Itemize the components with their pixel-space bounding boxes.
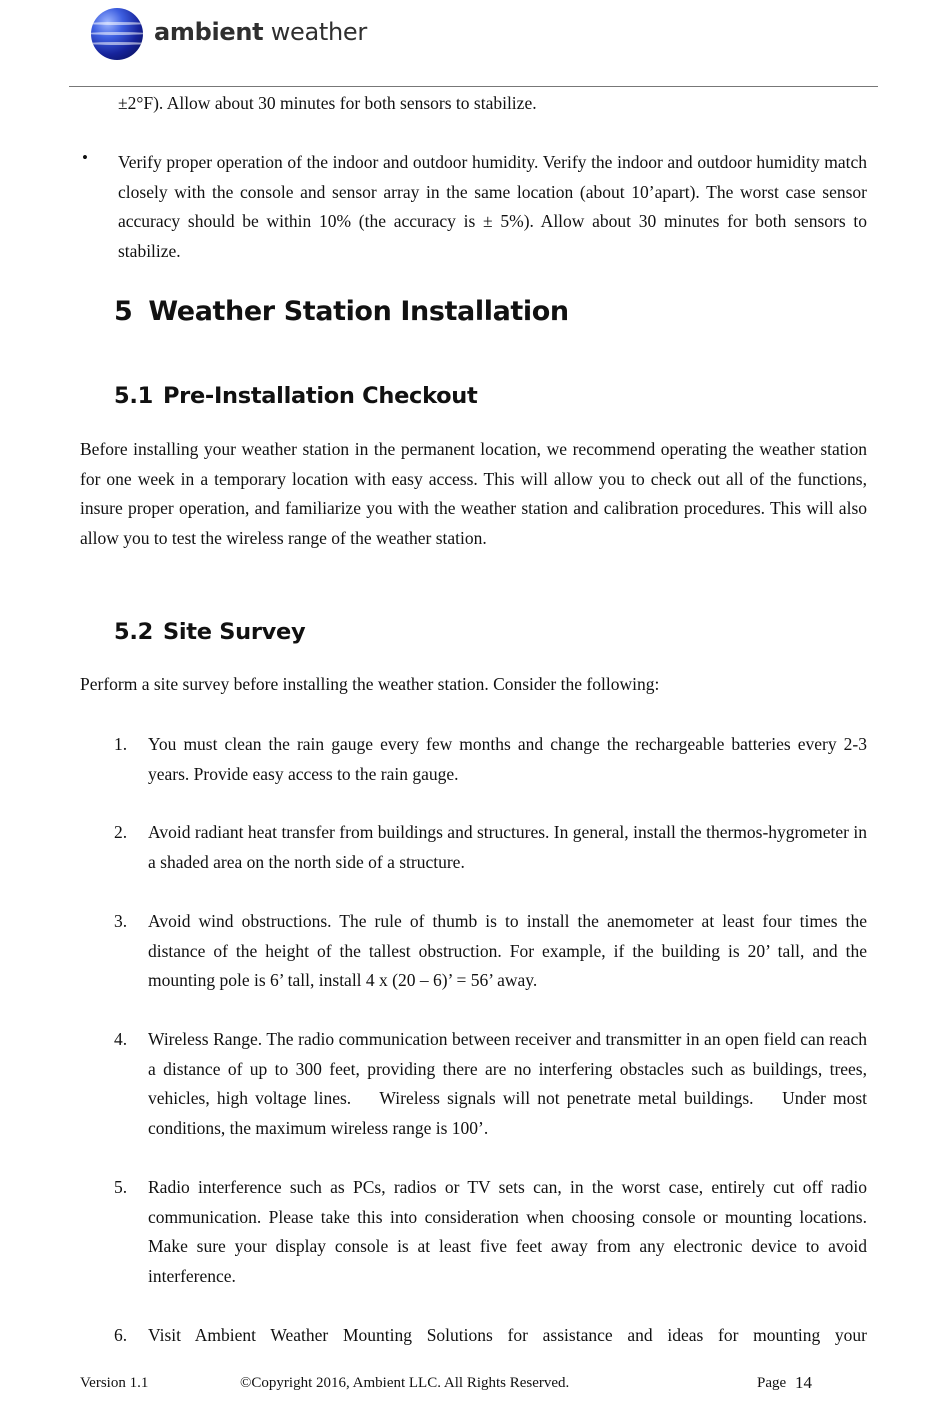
list-item-number: 3. <box>114 911 128 931</box>
subsection-heading-5-1 <box>114 383 477 409</box>
page-footer <box>0 1372 950 1396</box>
logo-wordmark <box>154 18 367 46</box>
bullet-marker: • <box>82 148 88 167</box>
list-item: Avoid wind obstructions. The rule of thumb is to install the anemometer at least four times the distance of the height of the tallest obstruction. For example, if the building is 20’ tall, and the mounting pole is 6’ tall, install 4 x (20 – 6)’ = 56’ away. <box>148 911 867 990</box>
list-item: Wireless Range. The radio communication between receiver and transmitter in an open field can reach a distance of up to 300 feet, providing there are no interfering obstacles such as buildings, trees, vehicles, high voltage lines. Wireless signals will not penetrate metal buildings. Under most conditions, the maximum wireless range is 100’. <box>148 1029 872 1138</box>
logo-light-text: weather <box>263 18 367 46</box>
footer-version: Version 1.1 <box>80 1375 149 1391</box>
page-header <box>0 0 950 90</box>
subsection-number: 5.1 <box>114 383 153 409</box>
list-item-number: 1. <box>114 734 128 754</box>
subsection-title: Pre-Installation Checkout <box>162 383 478 409</box>
subsection-number: 5.2 <box>114 619 153 645</box>
list-item: Avoid radiant heat transfer from buildings and structures. In general, install the thermos-hygrometer in a shaded area on the north side of a structure. <box>148 822 867 872</box>
section-number: 5 <box>114 296 133 327</box>
list-item: Visit Ambient Weather Mounting Solutions for assistance and ideas for mounting your <box>148 1325 867 1345</box>
humidity-bullet-paragraph: Verify proper operation of the indoor and outdoor humidity. Verify the indoor and outdoor humidity match closely with the console and sensor array in the same location (about 10’apart). The worst case sensor accuracy should be within 10% (the accuracy is ± 5%). Allow about 30 minutes for both sensors to stabilize. <box>118 152 867 261</box>
site-survey-intro: Perform a site survey before installing the weather station. Consider the following: <box>80 674 660 694</box>
list-item-number: 6. <box>114 1325 128 1345</box>
footer-copyright: ©Copyright 2016, Ambient LLC. All Rights Reserved. <box>240 1375 570 1391</box>
list-item: You must clean the rain gauge every few months and change the rechargeable batteries every 2-3 years. Provide easy access to the rain gauge. <box>148 734 867 784</box>
list-item-number: 5. <box>114 1177 128 1197</box>
footer-page-label: Page <box>757 1375 787 1391</box>
section-title: Weather Station Installation <box>148 296 569 327</box>
list-item: Radio interference such as PCs, radios or TV sets can, in the worst case, entirely cut off radio communication. Please take this into consideration when choosing console or mounting locations. Make sure your display console is at least five feet away from any electronic device to avoid interference. <box>148 1177 867 1286</box>
list-item-number: 2. <box>114 822 128 842</box>
continuation-paragraph: ±2°F). Allow about 30 minutes for both sensors to stabilize. <box>118 93 537 113</box>
header-divider <box>69 86 878 87</box>
subsection-title: Site Survey <box>162 619 306 645</box>
pre-installation-paragraph: Before installing your weather station in the permanent location, we recommend operating the weather station for one week in a temporary location with easy access. This will allow you to check out all of the functions, insure proper operation, and familiarize you with the weather station and calibration procedures. This will also allow you to test the wireless range of the weather station. <box>80 439 867 548</box>
footer-page-number: 14 <box>795 1373 812 1392</box>
subsection-heading-5-2 <box>114 619 305 645</box>
logo-bold-text: ambient <box>154 18 264 46</box>
ambient-weather-globe-logo-icon <box>91 8 143 60</box>
section-heading <box>114 296 569 327</box>
list-item-number: 4. <box>114 1029 128 1049</box>
